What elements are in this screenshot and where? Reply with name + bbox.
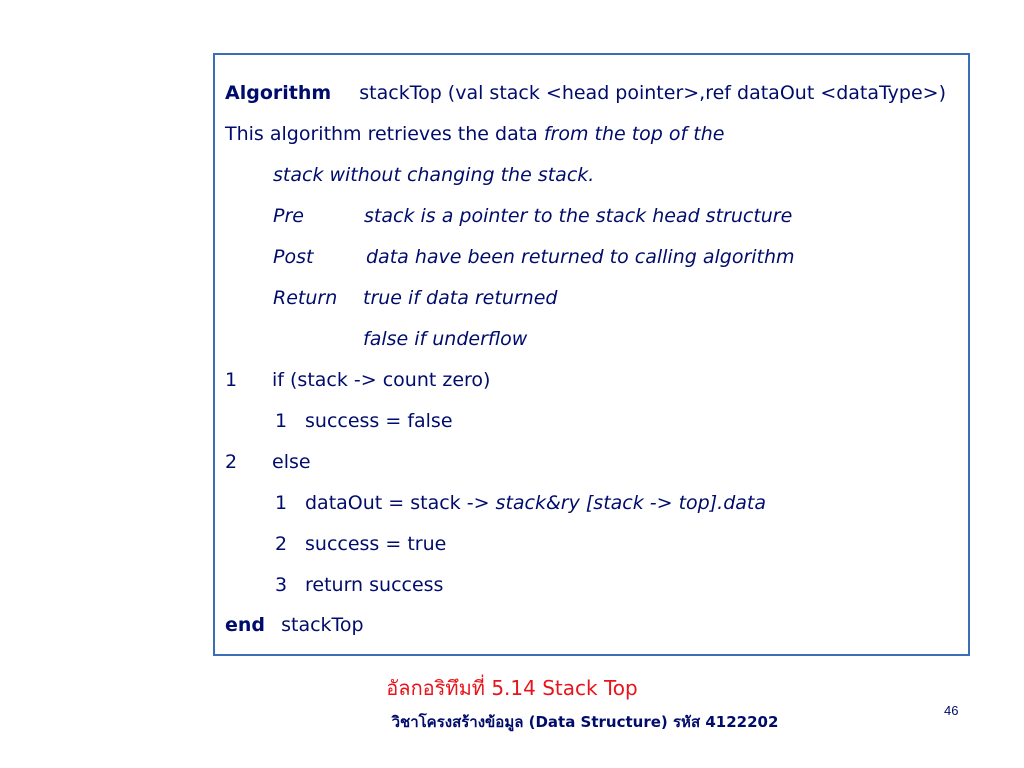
step-2-2: [275, 532, 446, 556]
description-plain: This algorithm retrieves the data: [225, 123, 544, 145]
step-2-2-text: success = true: [305, 533, 447, 555]
algorithm-box: [213, 53, 970, 656]
page-number: 46: [944, 703, 959, 718]
step-1-1-number: 1: [275, 410, 288, 432]
algorithm-end: [225, 613, 364, 637]
algorithm-header: [225, 81, 946, 105]
step-1-text: if (stack -> count zero): [272, 369, 491, 391]
post-condition: [273, 245, 795, 269]
return-text-1: true if data returned: [363, 287, 558, 309]
end-name: stackTop: [281, 614, 364, 636]
step-2-1-number: 1: [275, 492, 288, 514]
post-text: data have been returned to calling algorithm: [366, 246, 795, 268]
algorithm-signature: stackTop (val stack <head pointer>,ref dataOut <dataType>): [359, 82, 947, 104]
return-condition: [273, 286, 557, 310]
step-2-text: else: [272, 451, 311, 473]
algorithm-description: [225, 122, 724, 146]
step-1-1-text: success = false: [305, 410, 453, 432]
return-text-2: false if underflow: [363, 328, 528, 350]
description-italic: from the top of the: [543, 123, 725, 145]
pre-condition: [273, 204, 792, 228]
step-2-2-number: 2: [275, 533, 288, 555]
step-2-3-text: return success: [305, 574, 444, 596]
step-1-number: 1: [225, 369, 238, 391]
return-label: Return: [273, 287, 338, 309]
step-2-1-italic: stack&ry [stack -> top].data: [495, 492, 766, 514]
algorithm-keyword: Algorithm: [225, 82, 332, 104]
step-2-3-number: 3: [275, 574, 288, 596]
step-1: [225, 368, 490, 392]
step-2: [225, 450, 311, 474]
step-2-3: [275, 573, 443, 597]
end-keyword: end: [225, 614, 266, 636]
description-continued: stack without changing the stack.: [273, 164, 595, 186]
pre-label: Pre: [273, 205, 304, 227]
step-2-number: 2: [225, 451, 238, 473]
post-label: Post: [273, 246, 314, 268]
step-2-1: [275, 491, 766, 515]
pre-text: stack is a pointer to the stack head structure: [364, 205, 793, 227]
course-footer: วิชาโครงสร้างข้อมูล (Data Structure) รหัส 4122202: [391, 713, 779, 731]
step-2-1-plain: dataOut = stack ->: [305, 492, 496, 514]
step-1-1: [275, 409, 453, 433]
algorithm-caption: อัลกอริทึมที่ 5.14 Stack Top: [386, 676, 638, 700]
